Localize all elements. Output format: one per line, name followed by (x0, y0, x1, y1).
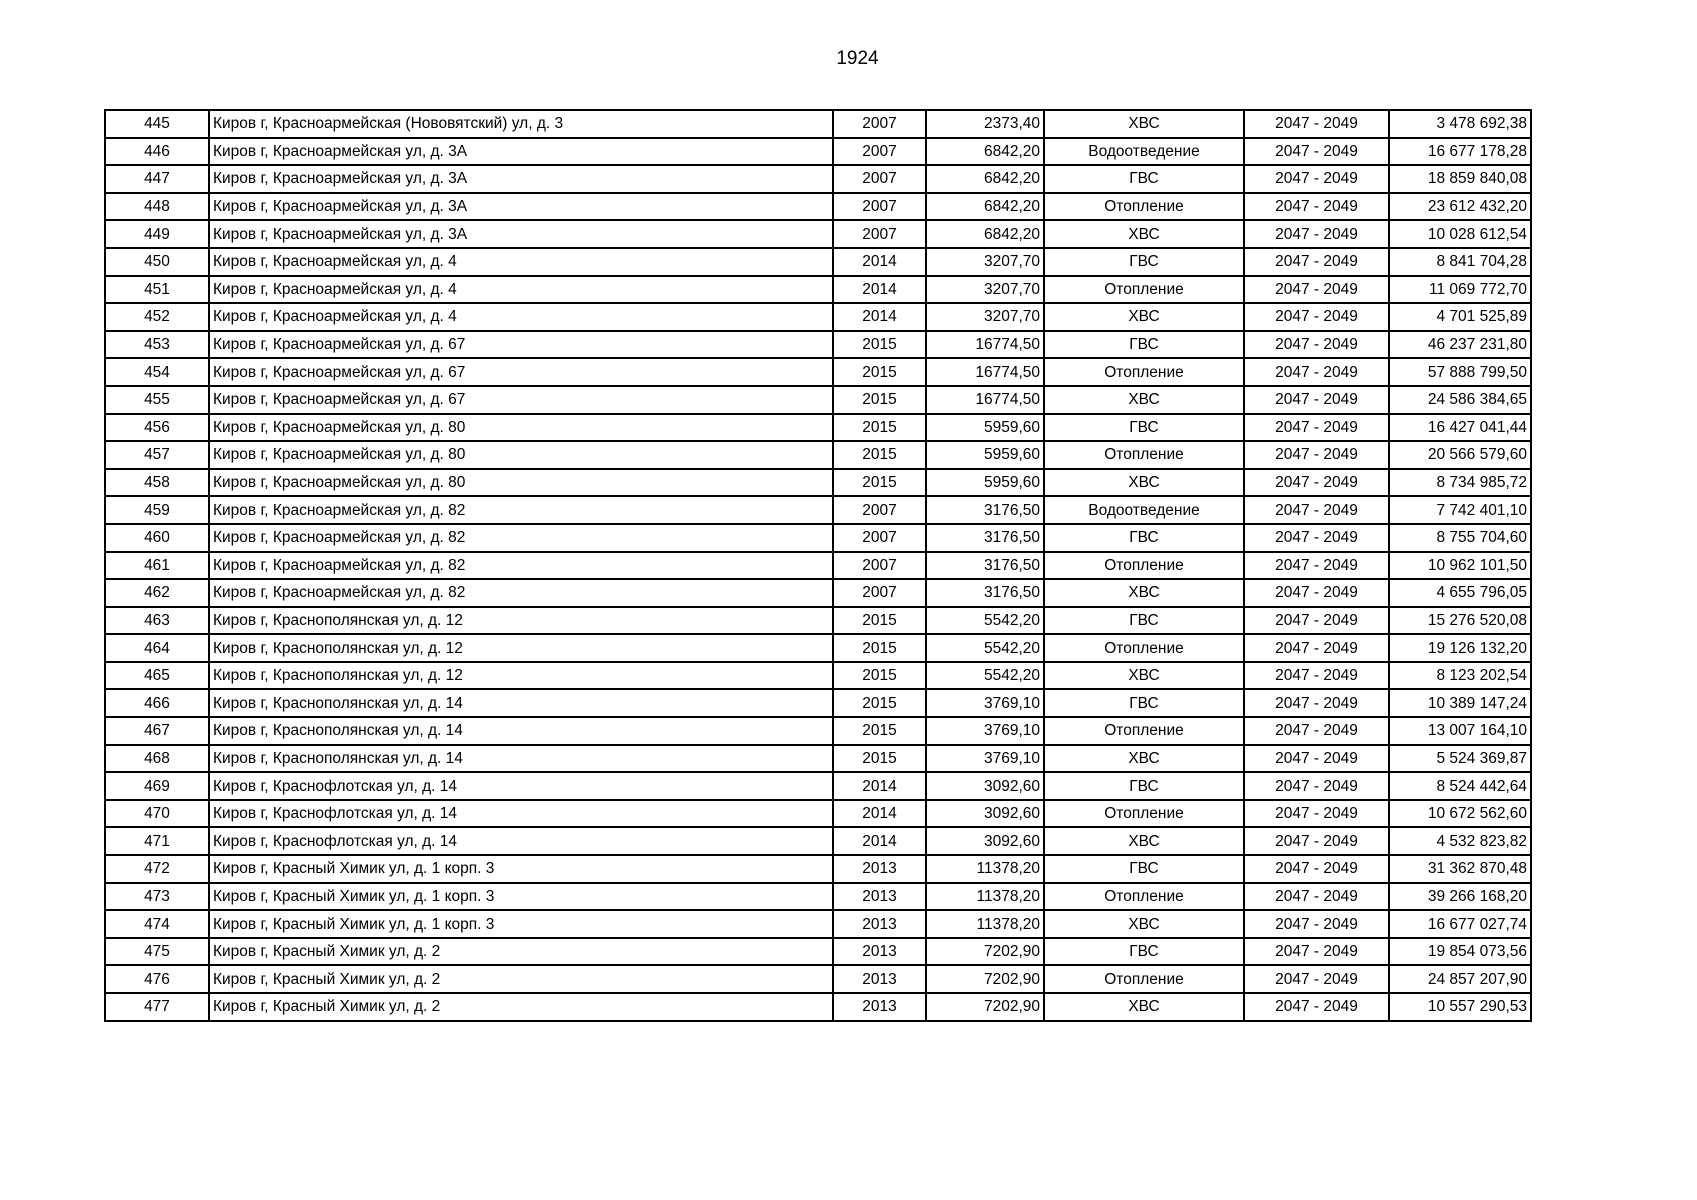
repair-period-cell: 2047 - 2049 (1244, 800, 1389, 828)
table-row (105, 193, 1531, 221)
repair-period-cell: 2047 - 2049 (1244, 745, 1389, 773)
service-type-cell: Отопление (1044, 552, 1244, 580)
year-built-cell: 2014 (833, 276, 926, 304)
service-type-cell: Отопление (1044, 800, 1244, 828)
row-number-cell: 447 (105, 165, 209, 193)
address-cell: Киров г, Красноармейская ул, д. 82 (209, 552, 833, 580)
address-cell: Киров г, Красноармейская ул, д. 82 (209, 496, 833, 524)
table-row (105, 110, 1531, 138)
cost-cell: 8 755 704,60 (1389, 524, 1531, 552)
year-built-cell: 2013 (833, 938, 926, 966)
area-cell: 3176,50 (926, 579, 1044, 607)
table-row (105, 165, 1531, 193)
row-number-cell: 464 (105, 634, 209, 662)
table-row (105, 496, 1531, 524)
year-built-cell: 2013 (833, 855, 926, 883)
service-type-cell: ГВС (1044, 855, 1244, 883)
year-built-cell: 2014 (833, 800, 926, 828)
year-built-cell: 2015 (833, 662, 926, 690)
cost-cell: 10 389 147,24 (1389, 689, 1531, 717)
cost-cell: 20 566 579,60 (1389, 441, 1531, 469)
area-cell: 6842,20 (926, 165, 1044, 193)
address-cell: Киров г, Краснополянская ул, д. 14 (209, 745, 833, 773)
repair-period-cell: 2047 - 2049 (1244, 965, 1389, 993)
address-cell: Киров г, Красный Химик ул, д. 2 (209, 993, 833, 1021)
table-row (105, 717, 1531, 745)
cost-cell: 13 007 164,10 (1389, 717, 1531, 745)
service-type-cell: Отопление (1044, 441, 1244, 469)
area-cell: 3207,70 (926, 303, 1044, 331)
area-cell: 16774,50 (926, 331, 1044, 359)
cost-cell: 8 123 202,54 (1389, 662, 1531, 690)
year-built-cell: 2015 (833, 331, 926, 359)
service-type-cell: ХВС (1044, 110, 1244, 138)
address-cell: Киров г, Краснополянская ул, д. 12 (209, 607, 833, 635)
year-built-cell: 2013 (833, 910, 926, 938)
area-cell: 6842,20 (926, 193, 1044, 221)
year-built-cell: 2007 (833, 138, 926, 166)
service-type-cell: Отопление (1044, 276, 1244, 304)
address-cell: Киров г, Красный Химик ул, д. 1 корп. 3 (209, 883, 833, 911)
repair-period-cell: 2047 - 2049 (1244, 276, 1389, 304)
year-built-cell: 2007 (833, 524, 926, 552)
service-type-cell: ХВС (1044, 303, 1244, 331)
address-cell: Киров г, Красноармейская ул, д. 80 (209, 414, 833, 442)
row-number-cell: 458 (105, 469, 209, 497)
area-cell: 3769,10 (926, 745, 1044, 773)
address-cell: Киров г, Краснофлотская ул, д. 14 (209, 772, 833, 800)
year-built-cell: 2007 (833, 110, 926, 138)
area-cell: 6842,20 (926, 138, 1044, 166)
cost-cell: 8 524 442,64 (1389, 772, 1531, 800)
repair-period-cell: 2047 - 2049 (1244, 552, 1389, 580)
year-built-cell: 2015 (833, 469, 926, 497)
year-built-cell: 2007 (833, 193, 926, 221)
service-type-cell: ХВС (1044, 386, 1244, 414)
year-built-cell: 2013 (833, 965, 926, 993)
year-built-cell: 2015 (833, 689, 926, 717)
area-cell: 16774,50 (926, 386, 1044, 414)
repair-period-cell: 2047 - 2049 (1244, 165, 1389, 193)
area-cell: 3176,50 (926, 524, 1044, 552)
cost-cell: 10 028 612,54 (1389, 220, 1531, 248)
service-type-cell: ГВС (1044, 331, 1244, 359)
year-built-cell: 2007 (833, 579, 926, 607)
address-cell: Киров г, Краснофлотская ул, д. 14 (209, 827, 833, 855)
row-number-cell: 469 (105, 772, 209, 800)
cost-cell: 31 362 870,48 (1389, 855, 1531, 883)
repair-period-cell: 2047 - 2049 (1244, 883, 1389, 911)
table-row (105, 772, 1531, 800)
table-row (105, 993, 1531, 1021)
address-cell: Киров г, Краснополянская ул, д. 14 (209, 689, 833, 717)
table-row (105, 276, 1531, 304)
row-number-cell: 462 (105, 579, 209, 607)
year-built-cell: 2015 (833, 634, 926, 662)
table-row (105, 441, 1531, 469)
repair-period-cell: 2047 - 2049 (1244, 303, 1389, 331)
table-row (105, 938, 1531, 966)
service-type-cell: ХВС (1044, 827, 1244, 855)
year-built-cell: 2015 (833, 607, 926, 635)
area-cell: 3207,70 (926, 248, 1044, 276)
table-row (105, 607, 1531, 635)
area-cell: 11378,20 (926, 883, 1044, 911)
repair-period-cell: 2047 - 2049 (1244, 248, 1389, 276)
repair-period-cell: 2047 - 2049 (1244, 662, 1389, 690)
address-cell: Киров г, Красноармейская ул, д. 67 (209, 331, 833, 359)
address-cell: Киров г, Красный Химик ул, д. 1 корп. 3 (209, 910, 833, 938)
area-cell: 5542,20 (926, 634, 1044, 662)
cost-cell: 46 237 231,80 (1389, 331, 1531, 359)
repair-period-cell: 2047 - 2049 (1244, 358, 1389, 386)
address-cell: Киров г, Краснополянская ул, д. 12 (209, 662, 833, 690)
address-cell: Киров г, Красноармейская ул, д. 4 (209, 303, 833, 331)
address-cell: Киров г, Красноармейская ул, д. 4 (209, 276, 833, 304)
area-cell: 3092,60 (926, 800, 1044, 828)
row-number-cell: 475 (105, 938, 209, 966)
address-cell: Киров г, Краснофлотская ул, д. 14 (209, 800, 833, 828)
row-number-cell: 473 (105, 883, 209, 911)
row-number-cell: 456 (105, 414, 209, 442)
cost-cell: 5 524 369,87 (1389, 745, 1531, 773)
year-built-cell: 2015 (833, 441, 926, 469)
table-row (105, 552, 1531, 580)
table-row (105, 138, 1531, 166)
repair-period-cell: 2047 - 2049 (1244, 579, 1389, 607)
address-cell: Киров г, Красноармейская ул, д. 3А (209, 193, 833, 221)
area-cell: 7202,90 (926, 965, 1044, 993)
table-row (105, 689, 1531, 717)
area-cell: 2373,40 (926, 110, 1044, 138)
table-row (105, 469, 1531, 497)
area-cell: 5542,20 (926, 662, 1044, 690)
cost-cell: 24 857 207,90 (1389, 965, 1531, 993)
repair-period-cell: 2047 - 2049 (1244, 220, 1389, 248)
repair-period-cell: 2047 - 2049 (1244, 993, 1389, 1021)
service-type-cell: ГВС (1044, 689, 1244, 717)
table-row (105, 220, 1531, 248)
service-type-cell: Отопление (1044, 965, 1244, 993)
cost-cell: 16 677 027,74 (1389, 910, 1531, 938)
repair-period-cell: 2047 - 2049 (1244, 827, 1389, 855)
cost-cell: 39 266 168,20 (1389, 883, 1531, 911)
cost-cell: 19 854 073,56 (1389, 938, 1531, 966)
cost-cell: 18 859 840,08 (1389, 165, 1531, 193)
area-cell: 3176,50 (926, 552, 1044, 580)
repair-period-cell: 2047 - 2049 (1244, 855, 1389, 883)
row-number-cell: 466 (105, 689, 209, 717)
year-built-cell: 2014 (833, 248, 926, 276)
address-cell: Киров г, Красноармейская ул, д. 80 (209, 441, 833, 469)
cost-cell: 10 672 562,60 (1389, 800, 1531, 828)
repair-period-cell: 2047 - 2049 (1244, 910, 1389, 938)
cost-cell: 10 557 290,53 (1389, 993, 1531, 1021)
service-type-cell: Отопление (1044, 193, 1244, 221)
service-type-cell: Отопление (1044, 717, 1244, 745)
year-built-cell: 2015 (833, 745, 926, 773)
address-cell: Киров г, Красноармейская ул, д. 3А (209, 138, 833, 166)
cost-cell: 11 069 772,70 (1389, 276, 1531, 304)
service-type-cell: ХВС (1044, 993, 1244, 1021)
registry-table (104, 109, 1532, 1022)
address-cell: Киров г, Красноармейская (Нововятский) ул, д. 3 (209, 110, 833, 138)
year-built-cell: 2007 (833, 220, 926, 248)
cost-cell: 16 427 041,44 (1389, 414, 1531, 442)
row-number-cell: 446 (105, 138, 209, 166)
service-type-cell: ХВС (1044, 579, 1244, 607)
year-built-cell: 2014 (833, 303, 926, 331)
cost-cell: 16 677 178,28 (1389, 138, 1531, 166)
service-type-cell: ХВС (1044, 469, 1244, 497)
repair-period-cell: 2047 - 2049 (1244, 524, 1389, 552)
cost-cell: 19 126 132,20 (1389, 634, 1531, 662)
repair-period-cell: 2047 - 2049 (1244, 414, 1389, 442)
table-row (105, 827, 1531, 855)
service-type-cell: ГВС (1044, 607, 1244, 635)
row-number-cell: 450 (105, 248, 209, 276)
table-row (105, 634, 1531, 662)
table-body (105, 110, 1531, 1021)
repair-period-cell: 2047 - 2049 (1244, 717, 1389, 745)
service-type-cell: Водоотведение (1044, 138, 1244, 166)
repair-period-cell: 2047 - 2049 (1244, 469, 1389, 497)
cost-cell: 7 742 401,10 (1389, 496, 1531, 524)
cost-cell: 24 586 384,65 (1389, 386, 1531, 414)
area-cell: 11378,20 (926, 910, 1044, 938)
year-built-cell: 2007 (833, 496, 926, 524)
area-cell: 3769,10 (926, 689, 1044, 717)
year-built-cell: 2013 (833, 993, 926, 1021)
repair-period-cell: 2047 - 2049 (1244, 138, 1389, 166)
year-built-cell: 2007 (833, 552, 926, 580)
table-row (105, 414, 1531, 442)
service-type-cell: ХВС (1044, 910, 1244, 938)
cost-cell: 57 888 799,50 (1389, 358, 1531, 386)
area-cell: 11378,20 (926, 855, 1044, 883)
cost-cell: 4 532 823,82 (1389, 827, 1531, 855)
address-cell: Киров г, Красный Химик ул, д. 2 (209, 938, 833, 966)
row-number-cell: 472 (105, 855, 209, 883)
address-cell: Киров г, Красный Химик ул, д. 2 (209, 965, 833, 993)
cost-cell: 10 962 101,50 (1389, 552, 1531, 580)
area-cell: 7202,90 (926, 938, 1044, 966)
table-row (105, 855, 1531, 883)
service-type-cell: Водоотведение (1044, 496, 1244, 524)
repair-period-cell: 2047 - 2049 (1244, 938, 1389, 966)
service-type-cell: ХВС (1044, 220, 1244, 248)
area-cell: 6842,20 (926, 220, 1044, 248)
service-type-cell: ГВС (1044, 165, 1244, 193)
repair-period-cell: 2047 - 2049 (1244, 496, 1389, 524)
cost-cell: 8 734 985,72 (1389, 469, 1531, 497)
area-cell: 3207,70 (926, 276, 1044, 304)
year-built-cell: 2015 (833, 386, 926, 414)
row-number-cell: 449 (105, 220, 209, 248)
row-number-cell: 454 (105, 358, 209, 386)
row-number-cell: 463 (105, 607, 209, 635)
repair-period-cell: 2047 - 2049 (1244, 193, 1389, 221)
area-cell: 5959,60 (926, 469, 1044, 497)
area-cell: 3176,50 (926, 496, 1044, 524)
table-row (105, 303, 1531, 331)
repair-period-cell: 2047 - 2049 (1244, 772, 1389, 800)
page-number: 1924 (836, 48, 879, 69)
row-number-cell: 476 (105, 965, 209, 993)
row-number-cell: 452 (105, 303, 209, 331)
area-cell: 3092,60 (926, 827, 1044, 855)
row-number-cell: 448 (105, 193, 209, 221)
year-built-cell: 2015 (833, 414, 926, 442)
area-cell: 5542,20 (926, 607, 1044, 635)
repair-period-cell: 2047 - 2049 (1244, 607, 1389, 635)
service-type-cell: ХВС (1044, 745, 1244, 773)
service-type-cell: Отопление (1044, 634, 1244, 662)
table-row (105, 883, 1531, 911)
service-type-cell: ХВС (1044, 662, 1244, 690)
table-row (105, 910, 1531, 938)
cost-cell: 15 276 520,08 (1389, 607, 1531, 635)
address-cell: Киров г, Красноармейская ул, д. 4 (209, 248, 833, 276)
row-number-cell: 461 (105, 552, 209, 580)
year-built-cell: 2015 (833, 358, 926, 386)
row-number-cell: 460 (105, 524, 209, 552)
row-number-cell: 455 (105, 386, 209, 414)
row-number-cell: 474 (105, 910, 209, 938)
cost-cell: 4 655 796,05 (1389, 579, 1531, 607)
service-type-cell: ГВС (1044, 938, 1244, 966)
service-type-cell: ГВС (1044, 414, 1244, 442)
repair-period-cell: 2047 - 2049 (1244, 386, 1389, 414)
repair-period-cell: 2047 - 2049 (1244, 110, 1389, 138)
table-row (105, 965, 1531, 993)
address-cell: Киров г, Красноармейская ул, д. 80 (209, 469, 833, 497)
address-cell: Киров г, Красноармейская ул, д. 82 (209, 524, 833, 552)
table-row (105, 662, 1531, 690)
address-cell: Киров г, Красноармейская ул, д. 82 (209, 579, 833, 607)
row-number-cell: 468 (105, 745, 209, 773)
row-number-cell: 459 (105, 496, 209, 524)
address-cell: Киров г, Красноармейская ул, д. 3А (209, 220, 833, 248)
address-cell: Киров г, Красный Химик ул, д. 1 корп. 3 (209, 855, 833, 883)
repair-period-cell: 2047 - 2049 (1244, 331, 1389, 359)
cost-cell: 3 478 692,38 (1389, 110, 1531, 138)
year-built-cell: 2014 (833, 827, 926, 855)
table-row (105, 386, 1531, 414)
year-built-cell: 2007 (833, 165, 926, 193)
repair-period-cell: 2047 - 2049 (1244, 634, 1389, 662)
address-cell: Киров г, Красноармейская ул, д. 67 (209, 358, 833, 386)
table-row (105, 248, 1531, 276)
cost-cell: 8 841 704,28 (1389, 248, 1531, 276)
table-row (105, 524, 1531, 552)
service-type-cell: Отопление (1044, 883, 1244, 911)
address-cell: Киров г, Краснополянская ул, д. 14 (209, 717, 833, 745)
table-row (105, 358, 1531, 386)
table-row (105, 800, 1531, 828)
address-cell: Киров г, Красноармейская ул, д. 67 (209, 386, 833, 414)
row-number-cell: 465 (105, 662, 209, 690)
row-number-cell: 477 (105, 993, 209, 1021)
row-number-cell: 457 (105, 441, 209, 469)
service-type-cell: Отопление (1044, 358, 1244, 386)
service-type-cell: ГВС (1044, 524, 1244, 552)
row-number-cell: 467 (105, 717, 209, 745)
service-type-cell: ГВС (1044, 772, 1244, 800)
row-number-cell: 453 (105, 331, 209, 359)
cost-cell: 4 701 525,89 (1389, 303, 1531, 331)
area-cell: 3769,10 (926, 717, 1044, 745)
table-row (105, 331, 1531, 359)
year-built-cell: 2013 (833, 883, 926, 911)
address-cell: Киров г, Краснополянская ул, д. 12 (209, 634, 833, 662)
row-number-cell: 445 (105, 110, 209, 138)
area-cell: 5959,60 (926, 414, 1044, 442)
area-cell: 3092,60 (926, 772, 1044, 800)
row-number-cell: 471 (105, 827, 209, 855)
repair-period-cell: 2047 - 2049 (1244, 441, 1389, 469)
service-type-cell: ГВС (1044, 248, 1244, 276)
year-built-cell: 2015 (833, 717, 926, 745)
row-number-cell: 451 (105, 276, 209, 304)
repair-period-cell: 2047 - 2049 (1244, 689, 1389, 717)
table-row (105, 579, 1531, 607)
table-row (105, 745, 1531, 773)
year-built-cell: 2014 (833, 772, 926, 800)
area-cell: 7202,90 (926, 993, 1044, 1021)
cost-cell: 23 612 432,20 (1389, 193, 1531, 221)
address-cell: Киров г, Красноармейская ул, д. 3А (209, 165, 833, 193)
area-cell: 5959,60 (926, 441, 1044, 469)
area-cell: 16774,50 (926, 358, 1044, 386)
row-number-cell: 470 (105, 800, 209, 828)
